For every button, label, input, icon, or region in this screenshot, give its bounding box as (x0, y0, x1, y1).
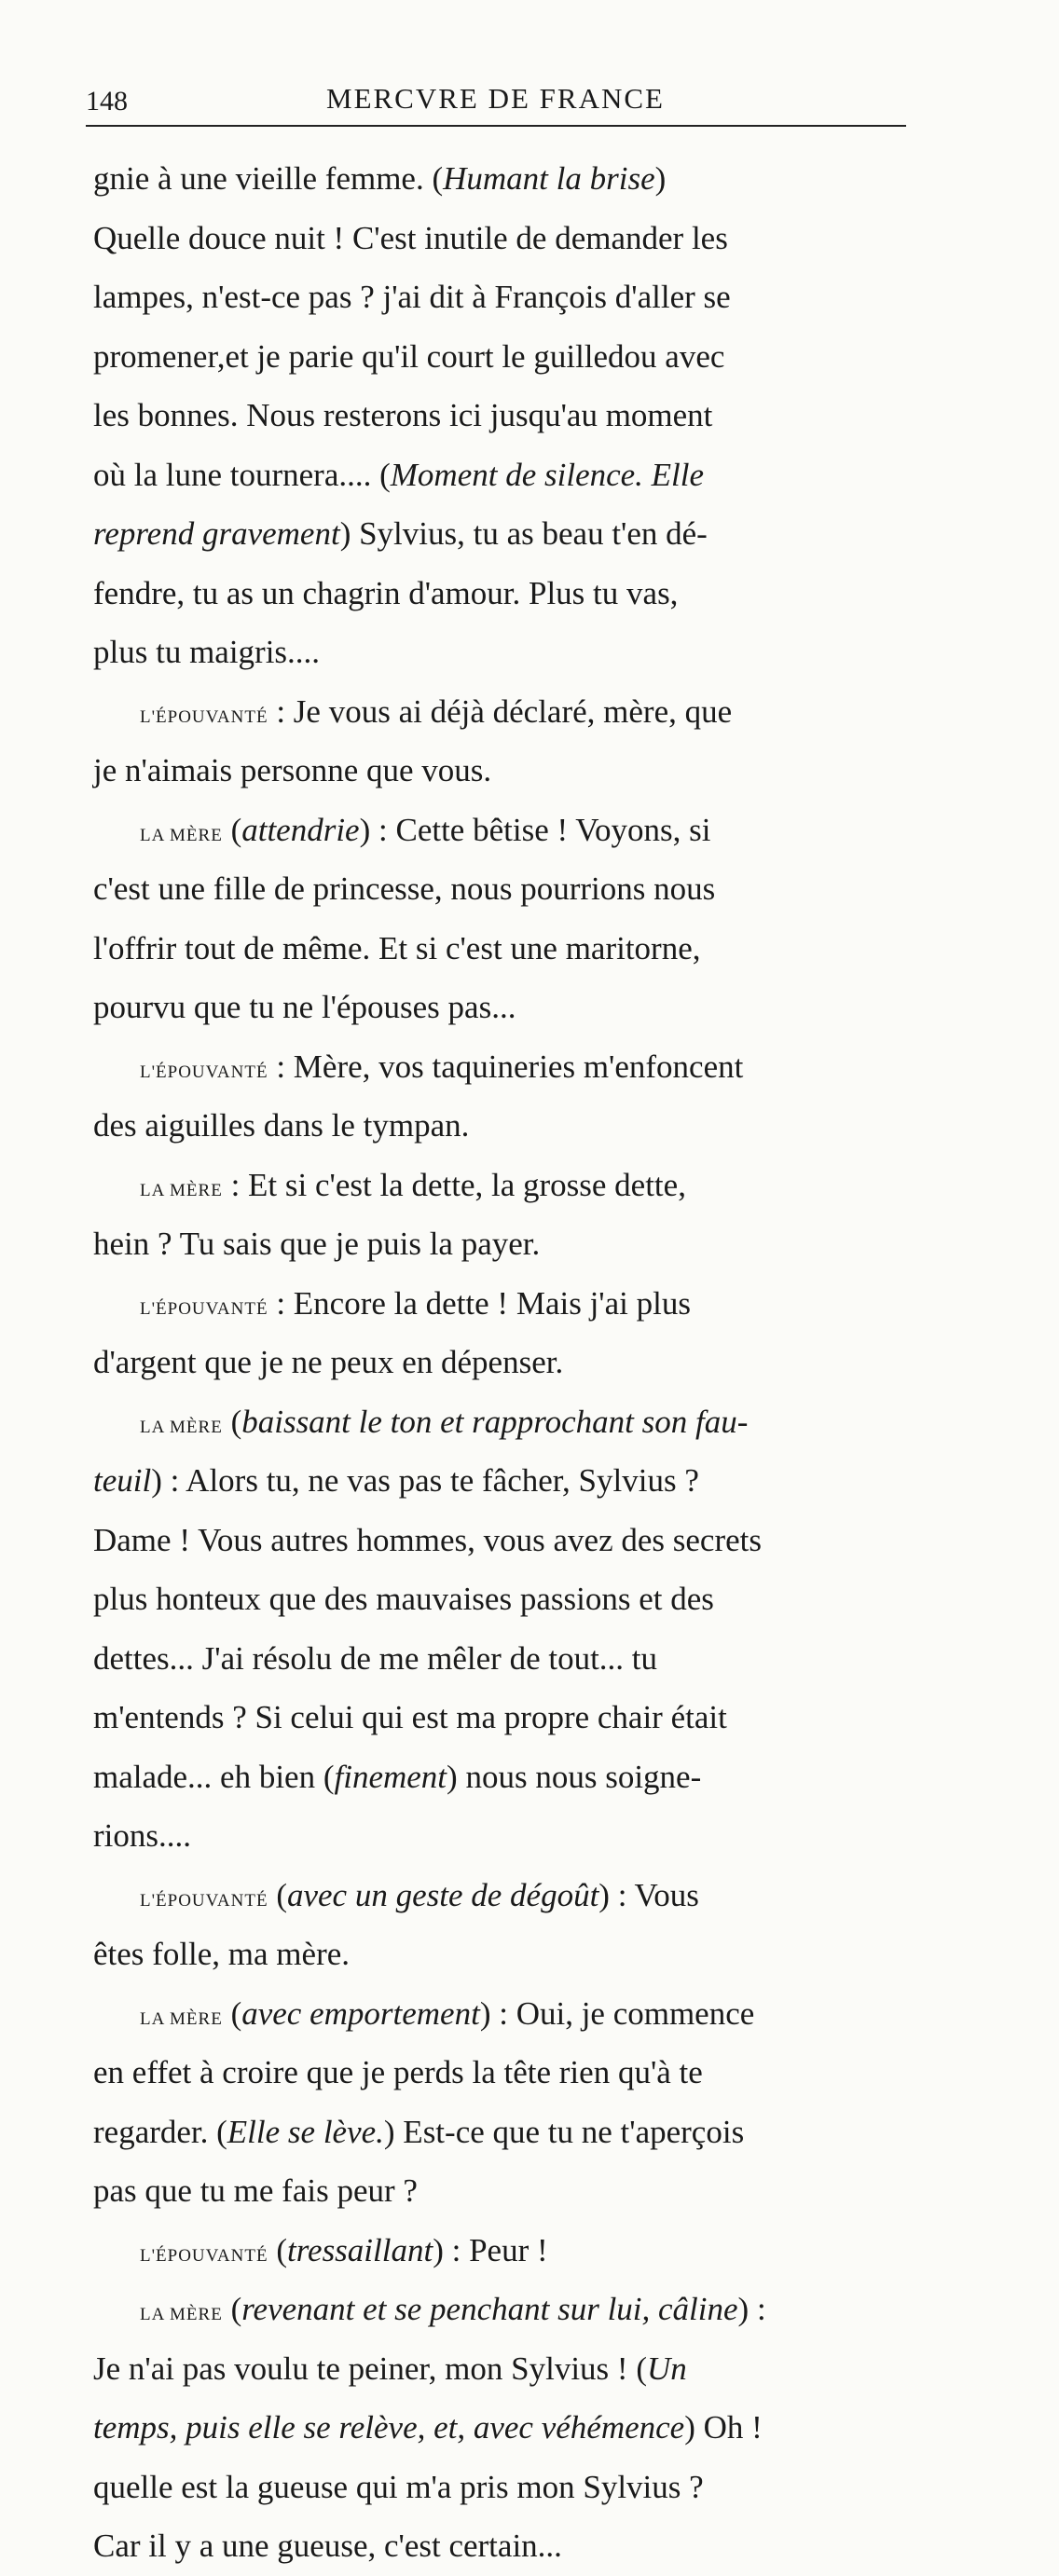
stage-direction: finement (334, 1758, 447, 1795)
text-line (93, 1156, 960, 1215)
line-text: m'entends ? Si celui qui est ma propre chair était (93, 1699, 727, 1735)
stage-direction: reprend gravement (93, 515, 340, 552)
line-text: plus tu maigris.... (93, 634, 321, 670)
line-text: ( (268, 1876, 287, 1913)
line-text: quelle est la gueuse qui m'a pris mon Sylvius ? (93, 2468, 704, 2505)
text-line (93, 859, 960, 919)
line-text: hein ? Tu sais que je puis la payer. (93, 1226, 541, 1262)
line-text: êtes folle, ma mère. (93, 1936, 351, 1972)
text-line (93, 2280, 960, 2339)
stage-direction: avec emportement (241, 1994, 480, 2032)
text-line (93, 2339, 960, 2399)
text-line (93, 1451, 960, 1511)
line-text: fendre, tu as un chagrin d'amour. Plus tu vas, (93, 574, 679, 611)
text-line (93, 2398, 960, 2458)
text-line (93, 1214, 960, 1274)
text-line (93, 1569, 960, 1629)
text-line (93, 741, 960, 801)
text-line (93, 267, 960, 327)
text-line (93, 1747, 960, 1807)
text-line (93, 1096, 960, 1156)
speaker-name: L'ÉPOUVANTÉ (140, 706, 268, 727)
text-line (93, 682, 960, 742)
text-line (93, 1511, 960, 1570)
text-line (93, 1806, 960, 1866)
line-text: des aiguilles dans le tympan. (93, 1107, 470, 1144)
line-text: Quelle douce nuit ! C'est inutile de demander les (93, 219, 728, 256)
stage-direction: tressaillant (286, 2231, 433, 2268)
speaker-name: L'ÉPOUVANTÉ (140, 1890, 268, 1911)
line-text: gnie à une vieille femme. ( (93, 160, 444, 197)
line-text: Je n'ai pas voulu te peiner, mon Sylvius ! ( (93, 2350, 647, 2387)
text-line (93, 1392, 960, 1452)
line-text: où la lune tournera.... ( (93, 456, 391, 493)
text-line (93, 978, 960, 1037)
text-line (93, 564, 960, 623)
text-line (93, 1984, 960, 2044)
line-text: rions.... (93, 1817, 191, 1854)
line-text: en effet à croire que je perds la tête rien qu'à te (93, 2054, 703, 2090)
line-text: ) Oh ! (684, 2409, 763, 2446)
line-text: les bonnes. Nous resterons ici jusqu'au moment (93, 397, 713, 433)
running-title: MERCVRE DE FRANCE (326, 82, 665, 115)
line-text: ) : Peur ! (433, 2231, 548, 2268)
running-header (86, 82, 906, 129)
text-line (93, 1274, 960, 1334)
line-text: je n'aimais personne que vous. (93, 752, 492, 788)
line-text: Dame ! Vous autres hommes, vous avez des secrets (93, 1521, 763, 1558)
line-text: lampes, n'est-ce pas ? j'ai dit à François d'aller se (93, 279, 731, 315)
stage-direction: Humant la brise (443, 160, 655, 197)
line-text: ) : Cette bêtise ! Voyons, si (359, 811, 711, 848)
text-line (93, 623, 960, 682)
page-number: 148 (86, 86, 128, 116)
line-text: pourvu que tu ne l'épouses pas... (93, 989, 516, 1025)
line-text: ) Sylvius, tu as beau t'en dé- (339, 515, 708, 552)
line-text: d'argent que je ne peux en dépenser. (93, 1344, 564, 1380)
text-line (93, 1866, 960, 1925)
stage-direction: Moment de silence. Elle (390, 456, 705, 493)
speaker-name: L'ÉPOUVANTÉ (140, 2245, 268, 2266)
line-text: ( (222, 1403, 242, 1440)
line-text: promener,et je parie qu'il court le guilledou avec (93, 337, 725, 375)
line-text: Car il y a une gueuse, c'est certain... (93, 2528, 562, 2564)
stage-direction: revenant et se penchant sur lui, câline (241, 2291, 738, 2327)
line-text: ( (222, 2291, 242, 2327)
header-rule (86, 125, 906, 127)
speaker-name: L'ÉPOUVANTÉ (140, 1298, 268, 1319)
line-text: : Mère, vos taquineries m'enfoncent (268, 1048, 744, 1085)
line-text: ) : Vous (598, 1876, 699, 1913)
text-line (93, 386, 960, 445)
text-line (93, 919, 960, 979)
text-line (93, 1688, 960, 1747)
text-line (93, 2221, 960, 2281)
line-text: ) : (737, 2291, 766, 2327)
text-line (93, 1037, 960, 1097)
stage-direction: Un (646, 2350, 687, 2387)
text-line (93, 1629, 960, 1689)
text-line (93, 2161, 960, 2221)
text-line (93, 327, 960, 387)
dialogue-text (93, 149, 960, 2576)
stage-direction: teuil (93, 1462, 152, 1499)
text-line (93, 801, 960, 860)
line-text: : Je vous ai déjà déclaré, mère, que (268, 692, 733, 730)
text-line (93, 1333, 960, 1392)
stage-direction: avec un geste de dégoût (286, 1876, 599, 1913)
line-text: pas que tu me fais peur ? (93, 2172, 418, 2209)
speaker-name: LA MÈRE (140, 2305, 223, 2324)
stage-direction: baissant le ton et rapprochant son fau- (241, 1403, 749, 1440)
text-line (93, 2103, 960, 2162)
text-line (93, 209, 960, 268)
line-text: ) (654, 160, 667, 197)
speaker-name: LA MÈRE (140, 1417, 223, 1437)
line-text: malade... eh bien ( (93, 1758, 335, 1795)
line-text: plus honteux que des mauvaises passions et des (93, 1581, 714, 1617)
line-text: ) : Alors tu, ne vas pas te fâcher, Sylvius ? (151, 1462, 699, 1499)
line-text: ( (222, 1994, 242, 2032)
speaker-name: LA MÈRE (140, 2008, 223, 2029)
text-line (93, 504, 960, 564)
stage-direction: temps, puis elle se relève, et, avec véhémence (93, 2409, 685, 2446)
line-text: ) Est-ce que tu ne t'aperçois (383, 2113, 745, 2150)
line-text: : Encore la dette ! Mais j'ai plus (268, 1284, 691, 1322)
line-text: ) : Oui, je commence (479, 1994, 755, 2032)
line-text: c'est une fille de princesse, nous pourrions nous (93, 870, 716, 907)
text-line (93, 2458, 960, 2517)
stage-direction: attendrie (241, 811, 360, 848)
speaker-name: L'ÉPOUVANTÉ (140, 1062, 268, 1082)
text-line (93, 445, 960, 505)
line-text: : Et si c'est la dette, la grosse dette, (222, 1166, 686, 1203)
stage-direction: Elle se lève. (227, 2113, 384, 2150)
line-text: ( (268, 2231, 287, 2268)
text-line (93, 2043, 960, 2103)
text-line (93, 149, 960, 209)
line-text: regarder. ( (93, 2113, 227, 2150)
line-text: l'offrir tout de même. Et si c'est une maritorne, (93, 929, 701, 966)
speaker-name: LA MÈRE (140, 1180, 223, 1200)
line-text: ( (222, 811, 242, 848)
line-text: ) nous nous soigne- (447, 1758, 702, 1795)
text-line (93, 1925, 960, 1984)
line-text: dettes... J'ai résolu de me mêler de tout... tu (93, 1639, 658, 1677)
speaker-name: LA MÈRE (140, 825, 223, 845)
text-line (93, 2516, 960, 2576)
